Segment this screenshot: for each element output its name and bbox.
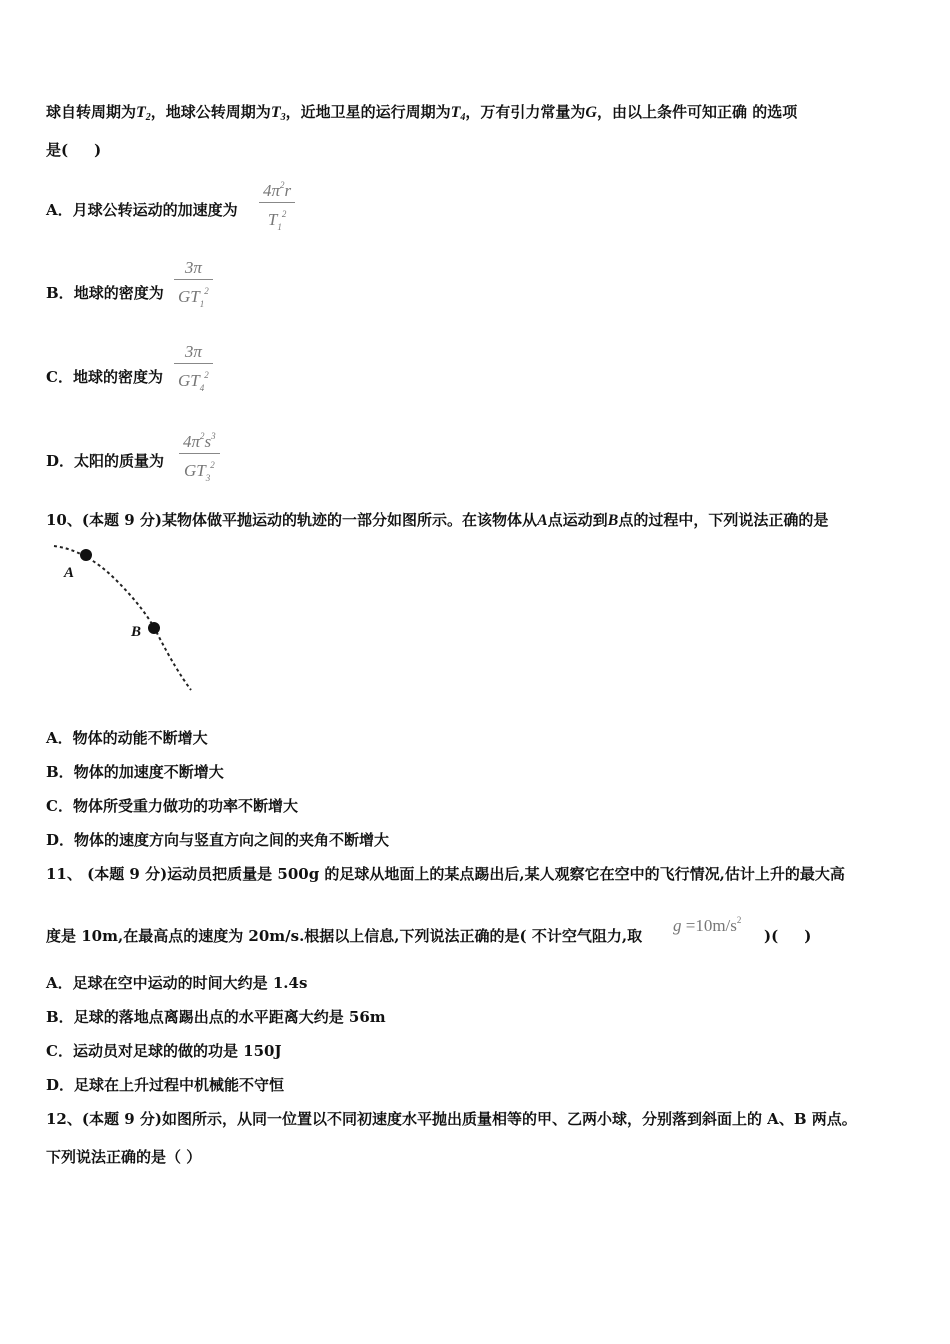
symbol-T2: $T_2$	[136, 104, 151, 123]
q9-stem-line2: 是( )	[46, 141, 102, 159]
q9-option-b-formula: 3π $GT_1^2$	[174, 257, 213, 315]
q10-option-d[interactable]: D．物体的速度方向与竖直方向之间的夹角不断增大	[46, 831, 390, 849]
q9-option-c[interactable]: C．地球的密度为	[46, 368, 163, 386]
q11-stem-line1: 11、 (本题 9 分)运动员把质量是 500g 的足球从地面上的某点踢出后,某人观察它在空中的飞行情况,估计上升的最大高	[46, 865, 845, 883]
q11-stem-line2: 度是 10m,在最高点的速度为 20m/s.根据以上信息,下列说法正确的是( 不计空气阻力,取	[46, 927, 643, 945]
q12-stem-line1: 12、(本题 9 分)如图所示，从同一位置以不同初速度水平抛出质量相等的甲、乙两小球，分别落到斜面上的 A、B 两点。	[46, 1110, 857, 1128]
q10-option-b[interactable]: B．物体的加速度不断增大	[46, 763, 224, 781]
label-a: A	[64, 565, 75, 581]
q10-stem: 10、(本题 9 分)某物体做平抛运动的轨迹的一部分如图所示。在该物体从A点运动到B点的过程中，下列说法正确的是	[46, 511, 829, 529]
q9-option-c-formula: 3π $GT_4^2$	[174, 341, 213, 399]
q11-option-a[interactable]: A．足球在空中运动的时间大约是 1.4s	[46, 974, 308, 992]
q9-stem-line1: 球自转周期为$T_2$，地球公转周期为$T_3$，近地卫星的运行周期为$T_4$，万有引力常量为G，由以上条件可知正确 的选项	[46, 103, 798, 123]
q11-g-formula: $g =10m/s^2$	[673, 915, 742, 935]
q11-option-d[interactable]: D．足球在上升过程中机械能不守恒	[46, 1076, 285, 1094]
trajectory-curve	[54, 546, 191, 690]
q10-option-c[interactable]: C．物体所受重力做功的功率不断增大	[46, 797, 298, 815]
q9-option-a-formula: $4\pi^2r$ $T_1^2$	[259, 174, 295, 238]
label-b: B	[131, 624, 142, 640]
q11-option-b[interactable]: B．足球的落地点离踢出点的水平距离大约是 56m	[46, 1008, 386, 1026]
symbol-T4: $T_4$	[450, 104, 466, 123]
q11-stem-close: )( )	[764, 927, 812, 945]
point-a	[80, 549, 92, 561]
symbol-T3: $T_3$	[270, 104, 286, 123]
q11-option-c[interactable]: C．运动员对足球的做的功是 150J	[46, 1042, 282, 1060]
q9-option-d-formula: $4\pi^2s^3$ $GT_3^2$	[179, 425, 220, 489]
q10-trajectory-figure	[46, 540, 206, 700]
q9-option-b[interactable]: B．地球的密度为	[46, 284, 164, 302]
symbol-G: G	[585, 104, 597, 121]
q10-option-a[interactable]: A．物体的动能不断增大	[46, 729, 208, 747]
q9-option-d[interactable]: D．太阳的质量为	[46, 452, 165, 470]
q12-stem-line2: 下列说法正确的是（ ）	[46, 1148, 202, 1166]
q9-option-a[interactable]: A．月球公转运动的加速度为	[46, 201, 238, 219]
point-b	[148, 622, 160, 634]
